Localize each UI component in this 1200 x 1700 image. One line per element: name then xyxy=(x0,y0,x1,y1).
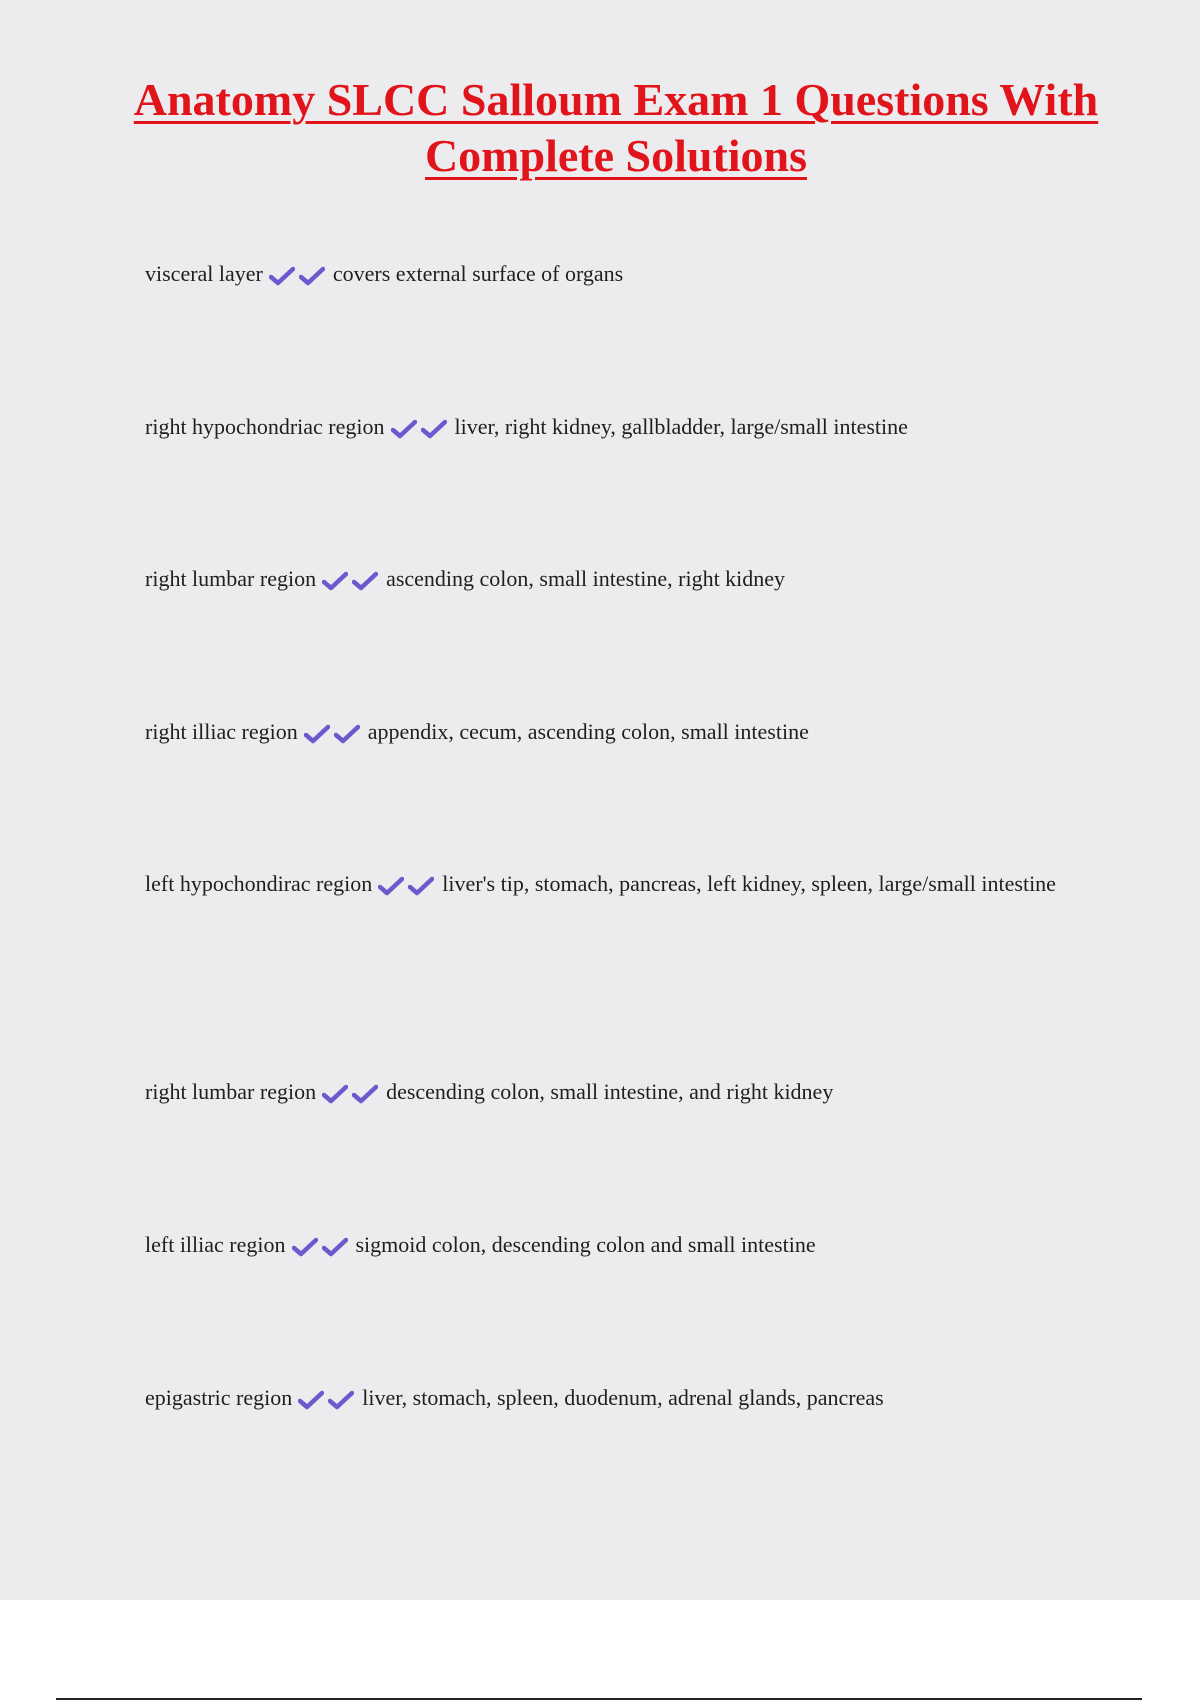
check-icon xyxy=(322,1084,348,1104)
question-text: right illiac region xyxy=(145,719,298,744)
question-text: right lumbar region xyxy=(145,566,317,591)
qa-item xyxy=(145,1214,1085,1278)
check-icon xyxy=(334,724,360,744)
check-icon xyxy=(299,266,325,286)
answer-text: appendix, cecum, ascending colon, small intestine xyxy=(367,719,809,744)
check-icon xyxy=(328,1390,354,1410)
check-icon xyxy=(352,571,378,591)
qa-item xyxy=(145,701,1085,765)
check-icon xyxy=(322,1237,348,1257)
qa-item xyxy=(145,396,1085,460)
check-icon xyxy=(322,571,348,591)
question-text: left hypochondirac region xyxy=(145,871,373,896)
check-icon xyxy=(352,1084,378,1104)
answer-text: ascending colon, small intestine, right kidney xyxy=(386,566,786,591)
double-check-icon xyxy=(292,1214,352,1276)
check-icon xyxy=(421,419,447,439)
answer-text: liver, stomach, spleen, duodenum, adrenal glands, pancreas xyxy=(362,1385,884,1410)
answer-text: covers external surface of organs xyxy=(332,261,624,286)
answer-text: descending colon, small intestine, and right kidney xyxy=(386,1079,834,1104)
document-title: Anatomy SLCC Salloum Exam 1 Questions With Complete Solutions xyxy=(133,74,1099,181)
question-text: right hypochondriac region xyxy=(145,414,385,439)
answer-text: liver's tip, stomach, pancreas, left kidney, spleen, large/small intestine xyxy=(442,871,1056,896)
double-check-icon xyxy=(298,1367,358,1429)
question-text: left illiac region xyxy=(145,1232,286,1257)
check-icon xyxy=(378,876,404,896)
double-check-icon xyxy=(269,243,329,305)
check-icon xyxy=(304,724,330,744)
check-icon xyxy=(408,876,434,896)
double-check-icon xyxy=(322,548,382,610)
check-icon xyxy=(391,419,417,439)
qa-item xyxy=(145,853,1085,917)
qa-item xyxy=(145,243,1085,307)
double-check-icon xyxy=(391,396,451,458)
answer-text: sigmoid colon, descending colon and small intestine xyxy=(355,1232,816,1257)
double-check-icon xyxy=(322,1061,382,1123)
double-check-icon xyxy=(304,701,364,763)
question-text: epigastric region xyxy=(145,1385,293,1410)
qa-item xyxy=(145,548,1085,612)
check-icon xyxy=(292,1237,318,1257)
check-icon xyxy=(298,1390,324,1410)
double-check-icon xyxy=(378,853,438,915)
question-text: right lumbar region xyxy=(145,1079,317,1104)
answer-text: liver, right kidney, gallbladder, large/small intestine xyxy=(454,414,908,439)
check-icon xyxy=(269,266,295,286)
question-text: visceral layer xyxy=(145,261,263,286)
qa-item xyxy=(145,1367,1085,1431)
qa-item xyxy=(145,1061,1085,1125)
